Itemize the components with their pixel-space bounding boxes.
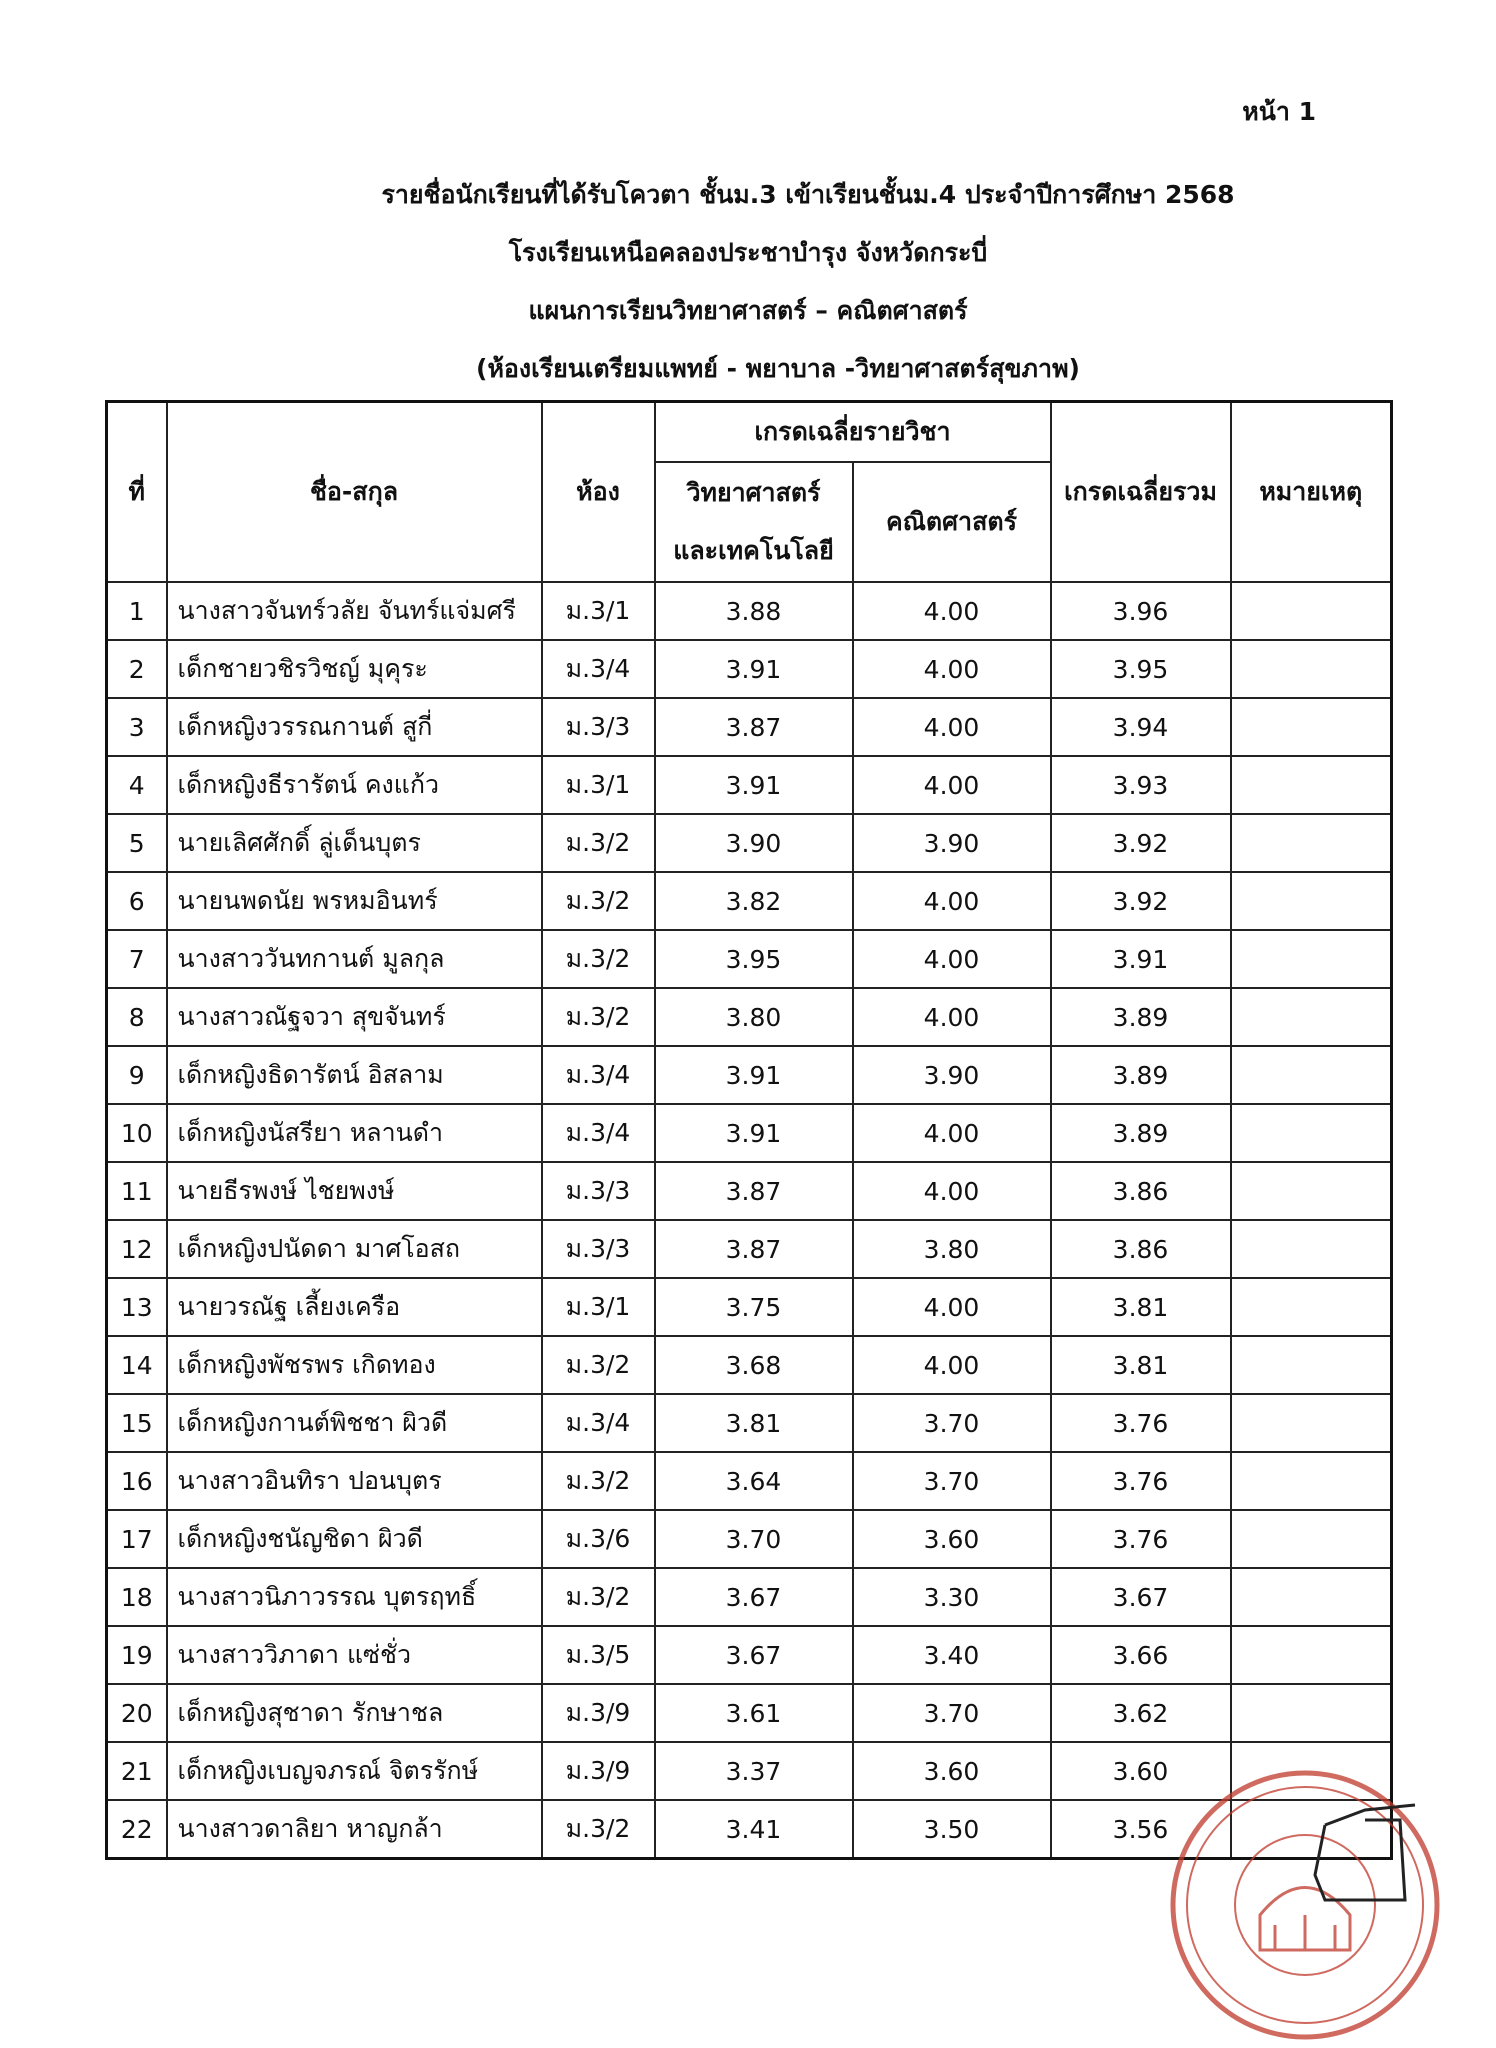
cell-math-grade: 3.90 bbox=[853, 814, 1051, 872]
cell-overall-grade: 3.81 bbox=[1051, 1336, 1231, 1394]
cell-room: ม.3/2 bbox=[542, 1568, 655, 1626]
header-overall: เกรดเฉลี่ยรวม bbox=[1051, 402, 1231, 583]
cell-science-grade: 3.88 bbox=[655, 582, 853, 640]
cell-room: ม.3/1 bbox=[542, 582, 655, 640]
cell-overall-grade: 3.95 bbox=[1051, 640, 1231, 698]
table-row bbox=[107, 698, 1392, 756]
title-line-4: (ห้องเรียนเตรียมแพทย์ - พยาบาล -วิทยาศาสตร์สุขภาพ) bbox=[476, 354, 1080, 383]
cell-math-grade: 3.40 bbox=[853, 1626, 1051, 1684]
cell-no: 10 bbox=[107, 1104, 167, 1162]
header-name: ชื่อ-สกุล bbox=[167, 402, 542, 583]
cell-remark bbox=[1231, 1568, 1392, 1626]
cell-overall-grade: 3.76 bbox=[1051, 1452, 1231, 1510]
cell-overall-grade: 3.89 bbox=[1051, 1104, 1231, 1162]
cell-name: เด็กหญิงธีรารัตน์ คงแก้ว bbox=[167, 756, 542, 814]
cell-name: เด็กหญิงวรรณกานต์ สูกี่ bbox=[167, 698, 542, 756]
cell-remark bbox=[1231, 1626, 1392, 1684]
table-row bbox=[107, 1278, 1392, 1336]
table-row bbox=[107, 988, 1392, 1046]
cell-room: ม.3/3 bbox=[542, 698, 655, 756]
cell-math-grade: 3.70 bbox=[853, 1684, 1051, 1742]
cell-overall-grade: 3.62 bbox=[1051, 1684, 1231, 1742]
cell-math-grade: 3.50 bbox=[853, 1800, 1051, 1859]
cell-math-grade: 3.30 bbox=[853, 1568, 1051, 1626]
cell-room: ม.3/2 bbox=[542, 1800, 655, 1859]
cell-no: 19 bbox=[107, 1626, 167, 1684]
header-math: คณิตศาสตร์ bbox=[853, 462, 1051, 582]
cell-overall-grade: 3.67 bbox=[1051, 1568, 1231, 1626]
cell-no: 14 bbox=[107, 1336, 167, 1394]
cell-science-grade: 3.61 bbox=[655, 1684, 853, 1742]
cell-name: นายวรณัฐ เลี้ยงเครือ bbox=[167, 1278, 542, 1336]
table-body bbox=[107, 582, 1392, 1859]
cell-science-grade: 3.67 bbox=[655, 1626, 853, 1684]
cell-math-grade: 4.00 bbox=[853, 640, 1051, 698]
cell-no: 4 bbox=[107, 756, 167, 814]
cell-overall-grade: 3.81 bbox=[1051, 1278, 1231, 1336]
cell-no: 1 bbox=[107, 582, 167, 640]
cell-science-grade: 3.64 bbox=[655, 1452, 853, 1510]
title-line-1: รายชื่อนักเรียนที่ได้รับโควตา ชั้นม.3 เข้าเรียนชั้นม.4 ประจำปีการศึกษา 2568 bbox=[381, 180, 1235, 209]
cell-science-grade: 3.68 bbox=[655, 1336, 853, 1394]
cell-no: 12 bbox=[107, 1220, 167, 1278]
cell-room: ม.3/3 bbox=[542, 1162, 655, 1220]
title-line-2: โรงเรียนเหนือคลองประชาบำรุง จังหวัดกระบี่ bbox=[508, 238, 988, 267]
cell-math-grade: 4.00 bbox=[853, 1162, 1051, 1220]
table-row bbox=[107, 1510, 1392, 1568]
cell-no: 21 bbox=[107, 1742, 167, 1800]
table-row bbox=[107, 1162, 1392, 1220]
header-remark: หมายเหตุ bbox=[1231, 402, 1392, 583]
cell-remark bbox=[1231, 582, 1392, 640]
cell-no: 20 bbox=[107, 1684, 167, 1742]
cell-science-grade: 3.87 bbox=[655, 1220, 853, 1278]
cell-room: ม.3/1 bbox=[542, 1278, 655, 1336]
cell-name: นางสาวณัฐจวา สุขจันทร์ bbox=[167, 988, 542, 1046]
cell-overall-grade: 3.60 bbox=[1051, 1742, 1231, 1800]
cell-remark bbox=[1231, 988, 1392, 1046]
cell-science-grade: 3.41 bbox=[655, 1800, 853, 1859]
cell-remark bbox=[1231, 1278, 1392, 1336]
table-row bbox=[107, 930, 1392, 988]
cell-name: นางสาววิภาดา แซ่ชั่ว bbox=[167, 1626, 542, 1684]
cell-room: ม.3/5 bbox=[542, 1626, 655, 1684]
document-header bbox=[0, 166, 1496, 398]
cell-remark bbox=[1231, 1046, 1392, 1104]
cell-science-grade: 3.81 bbox=[655, 1394, 853, 1452]
table-row bbox=[107, 1394, 1392, 1452]
cell-remark bbox=[1231, 930, 1392, 988]
cell-no: 9 bbox=[107, 1046, 167, 1104]
cell-no: 7 bbox=[107, 930, 167, 988]
cell-remark bbox=[1231, 814, 1392, 872]
cell-no: 11 bbox=[107, 1162, 167, 1220]
cell-overall-grade: 3.89 bbox=[1051, 988, 1231, 1046]
table-row bbox=[107, 814, 1392, 872]
cell-overall-grade: 3.89 bbox=[1051, 1046, 1231, 1104]
cell-no: 8 bbox=[107, 988, 167, 1046]
cell-remark bbox=[1231, 640, 1392, 698]
cell-overall-grade: 3.76 bbox=[1051, 1510, 1231, 1568]
cell-overall-grade: 3.86 bbox=[1051, 1220, 1231, 1278]
cell-name: เด็กหญิงชนัญชิดา ผิวดี bbox=[167, 1510, 542, 1568]
cell-math-grade: 3.80 bbox=[853, 1220, 1051, 1278]
cell-name: เด็กหญิงธิดารัตน์ อิสลาม bbox=[167, 1046, 542, 1104]
cell-math-grade: 4.00 bbox=[853, 756, 1051, 814]
cell-room: ม.3/9 bbox=[542, 1742, 655, 1800]
cell-math-grade: 4.00 bbox=[853, 988, 1051, 1046]
cell-math-grade: 4.00 bbox=[853, 698, 1051, 756]
cell-remark bbox=[1231, 1220, 1392, 1278]
cell-remark bbox=[1231, 1684, 1392, 1742]
cell-name: นายนพดนัย พรหมอินทร์ bbox=[167, 872, 542, 930]
student-grade-table bbox=[105, 400, 1393, 1860]
cell-math-grade: 4.00 bbox=[853, 872, 1051, 930]
header-science: วิทยาศาสตร์ และเทคโนโลยี bbox=[655, 462, 853, 582]
cell-no: 22 bbox=[107, 1800, 167, 1859]
title-line-3: แผนการเรียนวิทยาศาสตร์ – คณิตศาสตร์ bbox=[528, 296, 968, 325]
cell-remark bbox=[1231, 1394, 1392, 1452]
cell-room: ม.3/4 bbox=[542, 1046, 655, 1104]
table-row bbox=[107, 582, 1392, 640]
cell-no: 3 bbox=[107, 698, 167, 756]
cell-overall-grade: 3.93 bbox=[1051, 756, 1231, 814]
table-row bbox=[107, 1220, 1392, 1278]
cell-room: ม.3/2 bbox=[542, 872, 655, 930]
cell-no: 16 bbox=[107, 1452, 167, 1510]
cell-science-grade: 3.87 bbox=[655, 698, 853, 756]
cell-remark bbox=[1231, 1104, 1392, 1162]
cell-name: นายธีรพงษ์ ไชยพงษ์ bbox=[167, 1162, 542, 1220]
cell-science-grade: 3.91 bbox=[655, 640, 853, 698]
header-room: ห้อง bbox=[542, 402, 655, 583]
cell-room: ม.3/2 bbox=[542, 988, 655, 1046]
cell-name: เด็กชายวชิรวิชญ์ มุคุระ bbox=[167, 640, 542, 698]
cell-math-grade: 3.60 bbox=[853, 1510, 1051, 1568]
cell-science-grade: 3.91 bbox=[655, 1104, 853, 1162]
cell-math-grade: 3.90 bbox=[853, 1046, 1051, 1104]
cell-room: ม.3/1 bbox=[542, 756, 655, 814]
cell-math-grade: 3.70 bbox=[853, 1394, 1051, 1452]
cell-name: เด็กหญิงนัสรียา หลานดำ bbox=[167, 1104, 542, 1162]
cell-science-grade: 3.95 bbox=[655, 930, 853, 988]
cell-room: ม.3/3 bbox=[542, 1220, 655, 1278]
cell-science-grade: 3.37 bbox=[655, 1742, 853, 1800]
cell-science-grade: 3.91 bbox=[655, 756, 853, 814]
cell-remark bbox=[1231, 698, 1392, 756]
cell-name: เด็กหญิงสุชาดา รักษาชล bbox=[167, 1684, 542, 1742]
cell-math-grade: 4.00 bbox=[853, 930, 1051, 988]
school-seal-stamp bbox=[1165, 1765, 1445, 2045]
table-row bbox=[107, 756, 1392, 814]
cell-math-grade: 3.70 bbox=[853, 1452, 1051, 1510]
cell-name: นางสาวอินทิรา ปอนบุตร bbox=[167, 1452, 542, 1510]
table-row bbox=[107, 1104, 1392, 1162]
table-row bbox=[107, 1452, 1392, 1510]
cell-math-grade: 4.00 bbox=[853, 1104, 1051, 1162]
cell-remark bbox=[1231, 1452, 1392, 1510]
table-row bbox=[107, 1568, 1392, 1626]
table-row bbox=[107, 1046, 1392, 1104]
cell-name: เด็กหญิงกานต์พิชชา ผิวดี bbox=[167, 1394, 542, 1452]
cell-overall-grade: 3.92 bbox=[1051, 814, 1231, 872]
cell-name: นายเลิศศักดิ์ ลู่เด็นบุตร bbox=[167, 814, 542, 872]
cell-overall-grade: 3.76 bbox=[1051, 1394, 1231, 1452]
cell-science-grade: 3.82 bbox=[655, 872, 853, 930]
cell-name: นางสาวนิภาวรรณ บุตรฤทธิ์ bbox=[167, 1568, 542, 1626]
header-no: ที่ bbox=[107, 402, 167, 583]
table-row bbox=[107, 872, 1392, 930]
cell-name: เด็กหญิงเบญจภรณ์ จิตรรักษ์ bbox=[167, 1742, 542, 1800]
cell-name: นางสาวจันทร์วลัย จันทร์แจ่มศรี bbox=[167, 582, 542, 640]
cell-no: 18 bbox=[107, 1568, 167, 1626]
cell-overall-grade: 3.94 bbox=[1051, 698, 1231, 756]
cell-math-grade: 4.00 bbox=[853, 1278, 1051, 1336]
cell-overall-grade: 3.66 bbox=[1051, 1626, 1231, 1684]
cell-math-grade: 3.60 bbox=[853, 1742, 1051, 1800]
cell-science-grade: 3.91 bbox=[655, 1046, 853, 1104]
cell-science-grade: 3.70 bbox=[655, 1510, 853, 1568]
cell-overall-grade: 3.91 bbox=[1051, 930, 1231, 988]
cell-room: ม.3/2 bbox=[542, 1336, 655, 1394]
cell-remark bbox=[1231, 1510, 1392, 1568]
cell-overall-grade: 3.96 bbox=[1051, 582, 1231, 640]
cell-remark bbox=[1231, 1336, 1392, 1394]
cell-room: ม.3/4 bbox=[542, 1104, 655, 1162]
cell-no: 6 bbox=[107, 872, 167, 930]
header-subject-group: เกรดเฉลี่ยรายวิชา bbox=[655, 402, 1051, 463]
cell-math-grade: 4.00 bbox=[853, 582, 1051, 640]
cell-science-grade: 3.75 bbox=[655, 1278, 853, 1336]
table-row bbox=[107, 1684, 1392, 1742]
cell-remark bbox=[1231, 756, 1392, 814]
cell-no: 15 bbox=[107, 1394, 167, 1452]
cell-science-grade: 3.67 bbox=[655, 1568, 853, 1626]
cell-no: 5 bbox=[107, 814, 167, 872]
cell-room: ม.3/2 bbox=[542, 930, 655, 988]
cell-room: ม.3/4 bbox=[542, 640, 655, 698]
cell-no: 17 bbox=[107, 1510, 167, 1568]
cell-name: นางสาววันทกานต์ มูลกุล bbox=[167, 930, 542, 988]
page-number: หน้า 1 bbox=[1242, 97, 1316, 126]
table-row bbox=[107, 1336, 1392, 1394]
cell-no: 2 bbox=[107, 640, 167, 698]
cell-room: ม.3/9 bbox=[542, 1684, 655, 1742]
cell-name: เด็กหญิงพัชรพร เกิดทอง bbox=[167, 1336, 542, 1394]
cell-room: ม.3/4 bbox=[542, 1394, 655, 1452]
cell-overall-grade: 3.56 bbox=[1051, 1800, 1231, 1859]
cell-no: 13 bbox=[107, 1278, 167, 1336]
cell-science-grade: 3.80 bbox=[655, 988, 853, 1046]
cell-remark bbox=[1231, 1162, 1392, 1220]
cell-remark bbox=[1231, 872, 1392, 930]
cell-name: นางสาวดาลิยา หาญกล้า bbox=[167, 1800, 542, 1859]
cell-room: ม.3/2 bbox=[542, 1452, 655, 1510]
cell-science-grade: 3.90 bbox=[655, 814, 853, 872]
cell-overall-grade: 3.86 bbox=[1051, 1162, 1231, 1220]
cell-room: ม.3/6 bbox=[542, 1510, 655, 1568]
cell-science-grade: 3.87 bbox=[655, 1162, 853, 1220]
cell-room: ม.3/2 bbox=[542, 814, 655, 872]
table-row bbox=[107, 640, 1392, 698]
table-row bbox=[107, 1626, 1392, 1684]
cell-overall-grade: 3.92 bbox=[1051, 872, 1231, 930]
cell-math-grade: 4.00 bbox=[853, 1336, 1051, 1394]
cell-name: เด็กหญิงปนัดดา มาศโอสถ bbox=[167, 1220, 542, 1278]
